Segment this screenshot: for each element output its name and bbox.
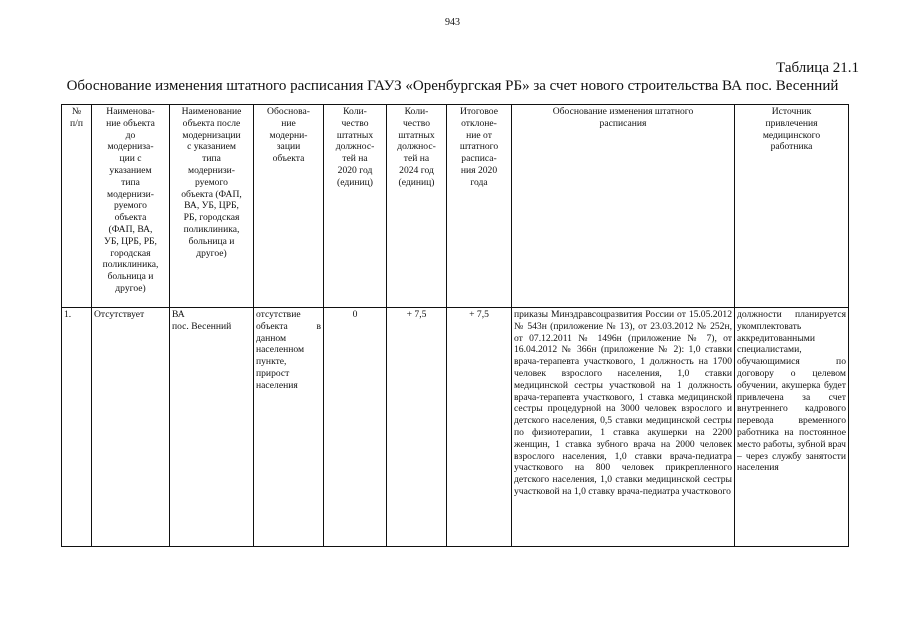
row-object-after: ВА пос. Весенний xyxy=(170,308,254,547)
header-deviation: Итоговое отклоне- ние от штатного расписа- ния 2020 года xyxy=(447,105,512,308)
row-worker-source: должности планируется укомплектовать аккредитованными специалистами, обучающимися по договору о целевом обучении, акушерка будет привлечена за счет внутреннего кадрового перевода временного работника на постоянное место работы, зубной врач – через службу занятости населения xyxy=(735,308,849,547)
row-number: 1. xyxy=(62,308,92,547)
header-worker-source: Источник привлечения медицинского работника xyxy=(735,105,849,308)
header-staff-justification: Обоснование изменения штатного расписания xyxy=(512,105,735,308)
row-staff-2020: 0 xyxy=(324,308,387,547)
header-object-before: Наименова- ние объекта до модерниза- ции с указанием типа модернизи- руемого объекта (ФАП, ВА, УБ, ЦРБ, РБ, городская поликлиника, больница и другое) xyxy=(92,105,170,308)
row-staff-justification: приказы Минздравсоцразвития России от 15.05.2012 № 543н (приложение № 13), от 23.03.2012 № 252н, от 07.12.2011 № 1496н (приложение № 7), от 16.04.2012 № 366н (приложение № 2): 1,0 ставки врача-терапевта участкового, 1 должность на 1700 человек взрослого населения, 1,0 ставки медицинской сестры участковой на 1 должность врача-терапевта участкового, 1 ставка медицинской сестры процедурной на 3000 человек взрослого и детского населения, 0,5 ставки медицинской сестры по физиотерапии, 1 ставка акушерки на 2200 женщин, 1 ставка зубного врача на 2000 человек взрослого населения, 1,0 ставки врача-педиатра участкового на 800 человек прикрепленного детского населения, 1,0 ставки медицинской сестры участковой на 1,0 ставку врача-педиатра участкового xyxy=(512,308,735,547)
header-number: № п/п xyxy=(62,105,92,308)
header-object-after: Наименование объекта после модернизации с указанием типа модернизи- руемого объекта (ФАП, ВА, УБ, ЦРБ, РБ, городская поликлиника, больница и другое) xyxy=(170,105,254,308)
staffing-justification-table xyxy=(61,104,849,547)
header-staff-2024: Коли- чество штатных должнос- тей на 2024 год (единиц) xyxy=(387,105,447,308)
row-object-before: Отсутствует xyxy=(92,308,170,547)
header-modernization-reason: Обоснова- ние модерни- зации объекта xyxy=(254,105,324,308)
row-deviation: + 7,5 xyxy=(447,308,512,547)
document-title: Обоснование изменения штатного расписания ГАУЗ «Оренбургская РБ» за счет нового строительства ВА пос. Весенний xyxy=(66,78,839,94)
table-header-row xyxy=(62,105,849,308)
page-number: 943 xyxy=(445,17,460,28)
table-row xyxy=(62,308,849,547)
row-modernization-reason: отсутствие объекта в данном населенном пункте, прирост населения xyxy=(254,308,324,547)
row-staff-2024: + 7,5 xyxy=(387,308,447,547)
table-label: Таблица 21.1 xyxy=(776,60,859,76)
header-staff-2020: Коли- чество штатных должнос- тей на 2020 год (единиц) xyxy=(324,105,387,308)
